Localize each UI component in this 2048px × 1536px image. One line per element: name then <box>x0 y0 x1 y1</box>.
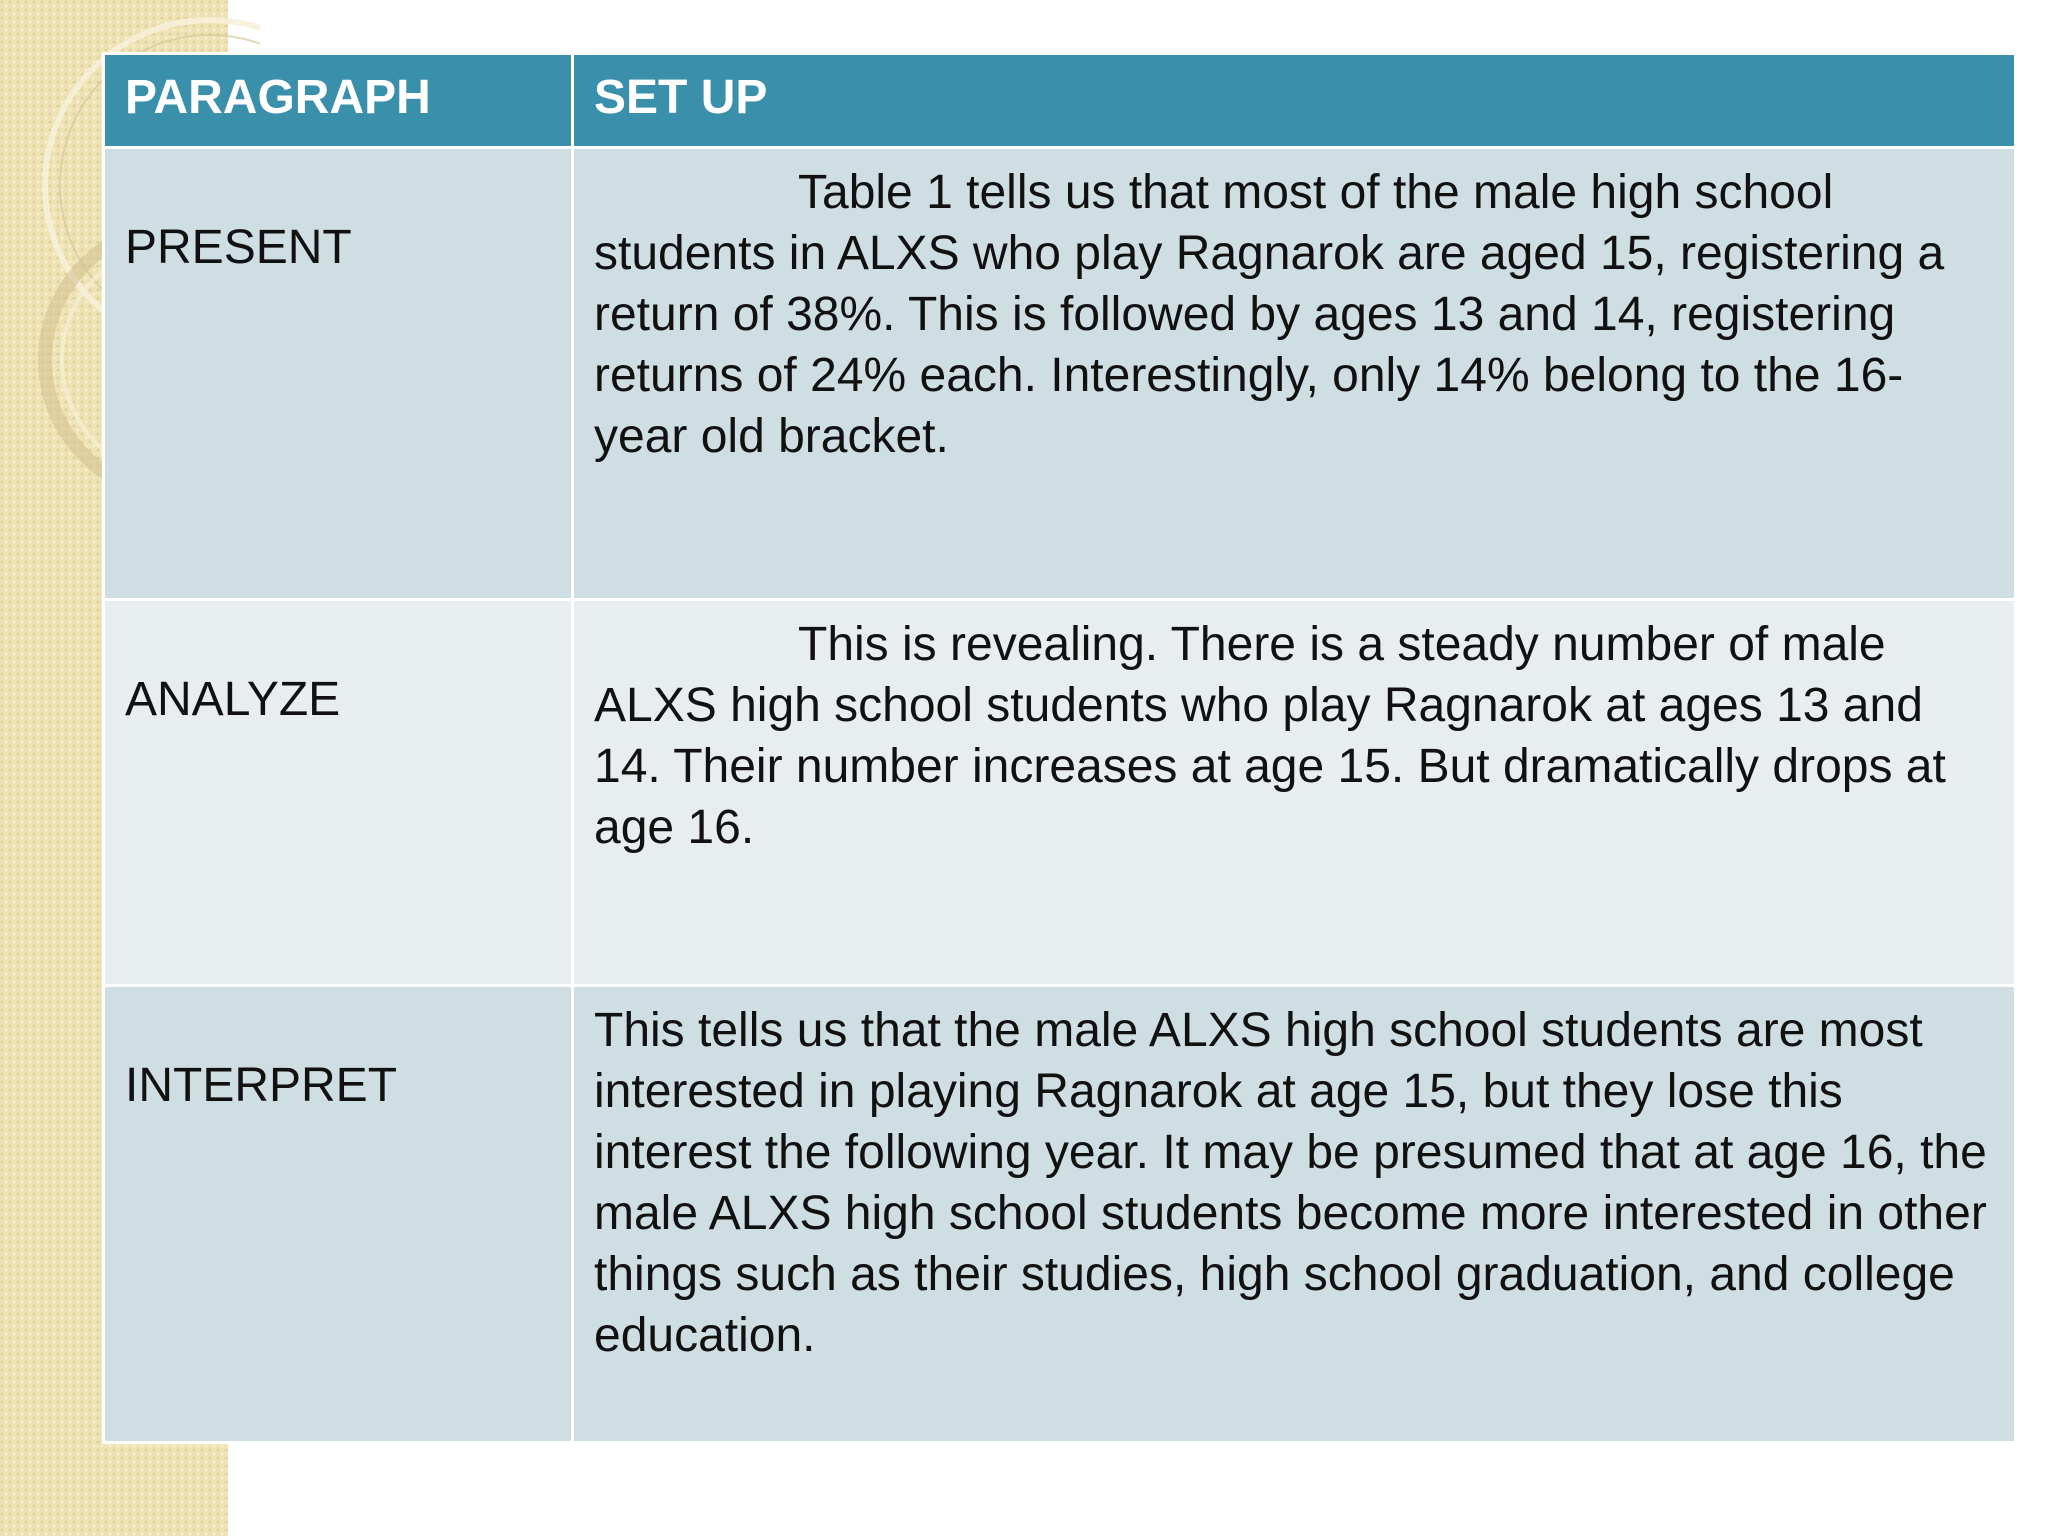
table-row <box>104 986 2016 1443</box>
row-label-present: PRESENT <box>104 148 573 600</box>
column-header-paragraph: PARAGRAPH <box>104 54 573 148</box>
row-text-interpret: This tells us that the male ALXS high school students are most interested in playing Ragnarok at age 15, but they lose this interest the following year. It may be presumed that at age 16, the male ALXS high school students become more interested in other things such as their studies, high school graduation, and college education. <box>573 986 2016 1443</box>
row-text-present: Table 1 tells us that most of the male high school students in ALXS who play Ragnarok are aged 15, registering a return of 38%. This is followed by ages 13 and 14, registering returns of 24% each. Interestingly, only 14% belong to the 16-year old bracket. <box>573 148 2016 600</box>
row-text-analyze: This is revealing. There is a steady number of male ALXS high school students who play Ragnarok at ages 13 and 14. Their number increases at age 15. But dramatically drops at age 16. <box>573 600 2016 986</box>
table-header-row <box>104 54 2016 148</box>
paragraph-setup-table <box>102 52 2017 1444</box>
column-header-set-up: SET UP <box>573 54 2016 148</box>
table-row <box>104 148 2016 600</box>
row-label-interpret: INTERPRET <box>104 986 573 1443</box>
table-row <box>104 600 2016 986</box>
row-label-analyze: ANALYZE <box>104 600 573 986</box>
